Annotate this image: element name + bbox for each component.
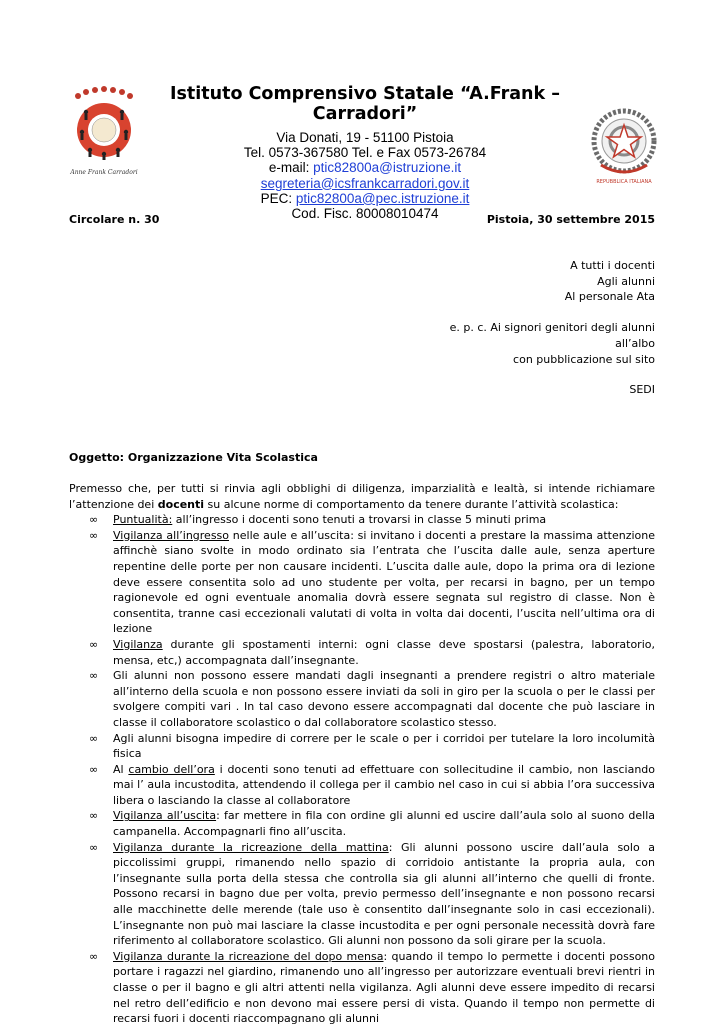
list-item: ∞ Al cambio dell’ora i docenti sono tenuti ad effettuare con sollecitudine il cambio, non lasciando mai l’ aula incustodita, attendendo il collega per il cambio nel caso in cui si abbia l’ora successiva libera o lasciando la classe al collaboratore [89,762,656,807]
subject-line: Oggetto: Organizzazione Vita Scolastica [69,451,318,464]
intro-paragraph: Premesso che, per tutti si rinvia agli obblighi di diligenza, imparzialità e lealtà, si intende richiamare l’attenzione dei docenti su alcune norme di comportamento da tenere durante l’attività scolastica: [69,482,655,511]
list-item: ∞ Vigilanza durante gli spostamenti interni: ogni classe deve spostarsi (palestra, laboratorio, mensa, etc,) accompagnata dall’insegnante. [89,637,655,667]
list-item: ∞ Puntualità: all’ingresso i docenti sono tenuti a trovarsi in classe 5 minuti prima [89,513,547,527]
recipient-line: Al personale Ata [564,290,655,304]
school-email-line [150,160,580,175]
svg-text:REPUBBLICA ITALIANA: REPUBBLICA ITALIANA [596,179,652,185]
email-link[interactable]: ptic82800a@istruzione.it [313,160,462,176]
list-item: ∞ Vigilanza durante la ricreazione della mattina: Gli alunni possono uscire dall’aula solo a piccolissimi gruppi, rimanendo nello spazio di corridoio antistante la propria aula, con l’insegnante sulla porta della stessa che controlla sia gli alunni all’interno che quelli di fronte. Possono recarsi in bagno due per volta, previo permesso dell’insegnante e non possono recarsi alle macchinette delle merende (tale uso è consentito dall’insegnante solo in casi eccezionali). L’insegnante non può mai lasciare la classe incustodita e per ogni personale necessità dovrà fare riferimento al collaboratore scolastico. Gli alunni non possono da soli girare per la scuola. [89,840,655,948]
school-logo [64,82,144,182]
list-item: ∞ Gli alunni non possono essere mandati dagli insegnanti a prendere registri o altro materiale all’interno della scuola e non possono essere inviati da soli in giro per la scuola o per le classi per svolgere compiti vari . In tal caso devono essere accompagnati dal docente che può lasciare in classe il collaboratore scolastico o dal collaboratore scolastico stesso. [89,669,655,729]
bullet-icon: ∞ [89,528,99,542]
circular-number: Circolare n. 30 [69,213,160,226]
pec-link[interactable]: ptic82800a@pec.istruzione.it [295,190,470,206]
recipient-line: Agli alunni [597,274,655,288]
republic-emblem [585,103,663,185]
email2-link[interactable]: segreteria@icsfrankcarradori.gov.it [260,175,470,191]
pec-label: PEC: [260,190,296,206]
recipient-line: e. p. c. Ai signori genitori degli alunni [449,321,655,335]
school-address: Via Donati, 19 - 51100 Pistoia [276,130,454,145]
list-item: ∞ Vigilanza all’ingresso nelle aule e all’uscita: si invitano i docenti a prestare la massima attenzione affinchè siano svolte in modo ordinato sia l’entrata che l’uscita dalle aule, senza aperture repentine delle porte per non causare incidenti. L’uscita dalle aule, dopo la prima ora di lezione deve essere consentita solo ad uno studente per volta, per recarsi in bagno, per un tempo ragionevole ed ogni eventuale anomalia dovrà essere segnata sul registro di classe. Non è consentita, tranne casi eccezionali valutati di volta in volta dai docenti, l’uscita nell’ultima ora di lezione [89,528,656,636]
circular-body [69,481,655,1027]
circular-date: Pistoia, 30 settembre 2015 [486,213,655,226]
recipient-line: all’albo [615,336,655,350]
recipient-line: A tutti i docenti [570,259,655,272]
recipients-block [450,258,655,398]
list-item: ∞ Agli alunni bisogna impedire di correre per le scale o per i corridoi per tutelare la loro incolumità fisica [89,731,655,761]
recipient-line: SEDI [629,383,655,397]
bullet-icon: ∞ [89,949,99,963]
bullet-icon: ∞ [89,637,99,651]
bullet-icon: ∞ [89,762,99,776]
bullet-icon: ∞ [89,669,99,683]
list-item: ∞ Vigilanza durante la ricreazione del dopo mensa: quando il tempo lo permette i docenti possono portare i ragazzi nel giardino, rimanendo uno all’ingresso per autorizzare eventuali brevi rientri in classe o per il bagno e gli altri attenti nella vigilanza. Agli alunni deve essere impedito di recarsi nel retro dell’edificio e non devono mai essere persi di vista. Quando il tempo non permette di recarsi fuori i docenti riaccompagnano gli alunni [89,949,655,1026]
school-pec-line [150,191,580,206]
bullet-icon: ∞ [89,731,99,745]
rules-list [69,512,655,1027]
svg-text:Anne Frank Carradori: Anne Frank Carradori [70,169,138,176]
school-header [150,84,580,221]
school-phone: Tel. 0573-367580 Tel. e Fax 0573-26784 [243,145,487,161]
bullet-icon: ∞ [89,513,99,527]
bullet-icon: ∞ [89,809,99,823]
list-item: ∞ Vigilanza all’uscita: far mettere in fila con ordine gli alunni ed uscire dall’aula solo al suono della campanella. Accompagnarli fino all’uscita. [89,809,655,839]
bullet-icon: ∞ [89,840,99,854]
school-name: Istituto Comprensivo Statale “A.Frank – Carradori” [169,84,560,124]
recipient-line: con pubblicazione sul sito [513,352,655,366]
school-fiscal-code: Cod. Fisc. 80008010474 [291,206,439,222]
email-label: e-mail: [268,160,314,176]
school-email2-line [150,176,580,191]
